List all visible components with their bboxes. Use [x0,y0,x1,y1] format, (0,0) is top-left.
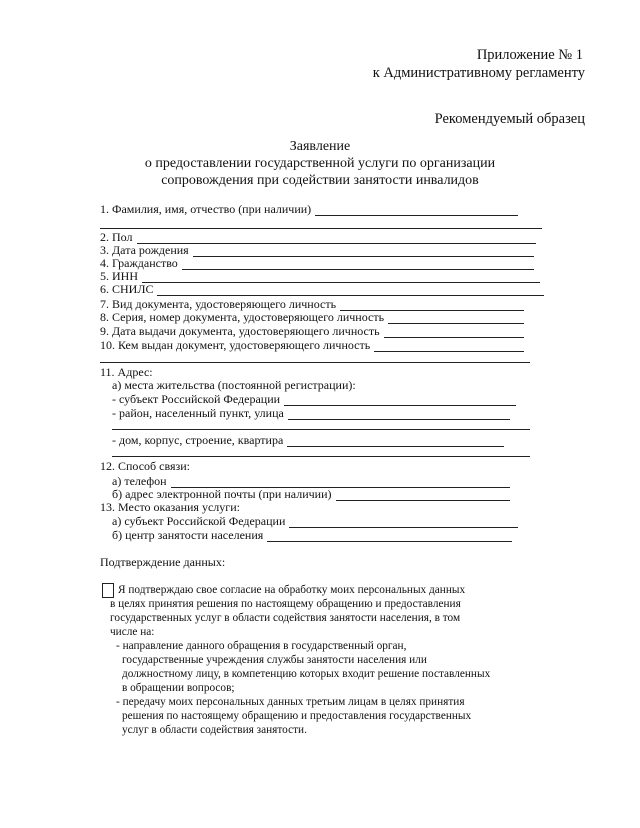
field-label: 5. ИНН [100,269,138,283]
consent-item2-line-2: решения по настоящему обращению и предоставления государственных [122,710,472,722]
consent-line-1: Я подтверждаю свое согласие на обработку моих персональных данных [118,584,466,596]
fill-line-continuation[interactable] [112,456,530,457]
document-subtitle-line1: о предоставлении государственной услуги по организации [144,156,496,171]
service-place-heading: 13. Место оказания услуги: [100,500,240,514]
field-id-issued-by[interactable] [100,339,524,352]
contact-heading: 12. Способ связи: [100,459,191,473]
field-label: 8. Серия, номер документа, удостоверяющего личность [100,310,385,324]
consent-item1-line-1: - направление данного обращения в государственный орган, [116,640,407,652]
field-label: 2. Пол [100,230,133,244]
consent-checkbox[interactable] [102,583,114,598]
fill-line[interactable] [142,271,540,283]
field-address-house[interactable] [112,434,504,447]
fill-line[interactable] [284,394,516,406]
field-inn[interactable] [100,270,540,283]
field-snils[interactable] [100,283,544,296]
field-service-subject[interactable] [112,515,518,528]
field-address-subject[interactable] [112,393,516,406]
fill-line[interactable] [157,284,544,296]
appendix-number: Приложение № 1 [476,47,583,63]
field-label: 9. Дата выдачи документа, удостоверяющего личность [100,324,380,338]
consent-item1-line-3: должностному лицу, в компетенцию которых входит решение поставленных [122,668,491,680]
fill-line[interactable] [193,245,534,257]
field-employment-center[interactable] [112,529,512,542]
fill-line[interactable] [289,516,518,528]
fill-line[interactable] [388,312,524,324]
consent-item1-line-2: государственные учреждения службы занятости населения или [122,654,427,666]
field-label: 7. Вид документа, удостоверяющего личность [100,297,337,311]
fill-line[interactable] [374,340,524,352]
fill-line[interactable] [287,435,504,447]
regulation-reference: к Административному регламенту [372,65,585,81]
confirmation-heading: Подтверждение данных: [100,555,226,569]
fill-line[interactable] [182,258,534,270]
field-label: - дом, корпус, строение, квартира [112,433,284,447]
consent-line-4: числе на: [110,626,155,638]
fill-line-continuation[interactable] [112,429,530,430]
consent-line-2: в целях принятия решения по настоящему обращению и предоставления [110,598,461,610]
field-label: 6. СНИЛС [100,282,154,296]
fill-line[interactable] [137,232,537,244]
consent-item1-line-4: в обращении вопросов; [122,682,235,694]
fill-line[interactable] [384,326,524,338]
fill-line[interactable] [288,408,510,420]
field-label: б) центр занятости населения [112,528,264,542]
fill-line[interactable] [336,489,511,501]
address-heading: 11. Адрес: [100,365,153,379]
field-id-issue-date[interactable] [100,325,524,338]
field-id-document-number[interactable] [100,311,524,324]
fill-line-continuation[interactable] [100,228,542,229]
field-full-name[interactable] [100,203,518,216]
fill-line[interactable] [315,204,518,216]
field-label: а) субъект Российской Федерации [112,514,286,528]
field-label: 3. Дата рождения [100,243,189,257]
field-label: а) телефон [112,474,167,488]
fill-line[interactable] [267,530,512,542]
consent-item2-line-1: - передачу моих персональных данных третьим лицам в целях принятия [116,696,465,708]
field-citizenship[interactable] [100,257,534,270]
sample-label: Рекомендуемый образец [434,111,585,127]
field-address-district[interactable] [112,407,510,420]
consent-item2-line-3: услуг в области содействия занятости. [122,724,307,736]
document-subtitle-line2: сопровождения при содействии занятости инвалидов [161,173,479,188]
field-label: 10. Кем выдан документ, удостоверяющего личность [100,338,371,352]
field-label: б) адрес электронной почты (при наличии) [112,487,332,501]
fill-line-continuation[interactable] [100,362,530,363]
document-title: Заявление [289,139,351,154]
field-label: - субъект Российской Федерации [112,392,281,406]
field-label: 4. Гражданство [100,256,178,270]
field-label: 1. Фамилия, имя, отчество (при наличии) [100,202,312,216]
consent-line-3: государственных услуг в области содействия занятости населения, в том [110,612,461,624]
field-label: - район, населенный пункт, улица [112,406,284,420]
address-residence-label: а) места жительства (постоянной регистрации): [112,378,356,392]
